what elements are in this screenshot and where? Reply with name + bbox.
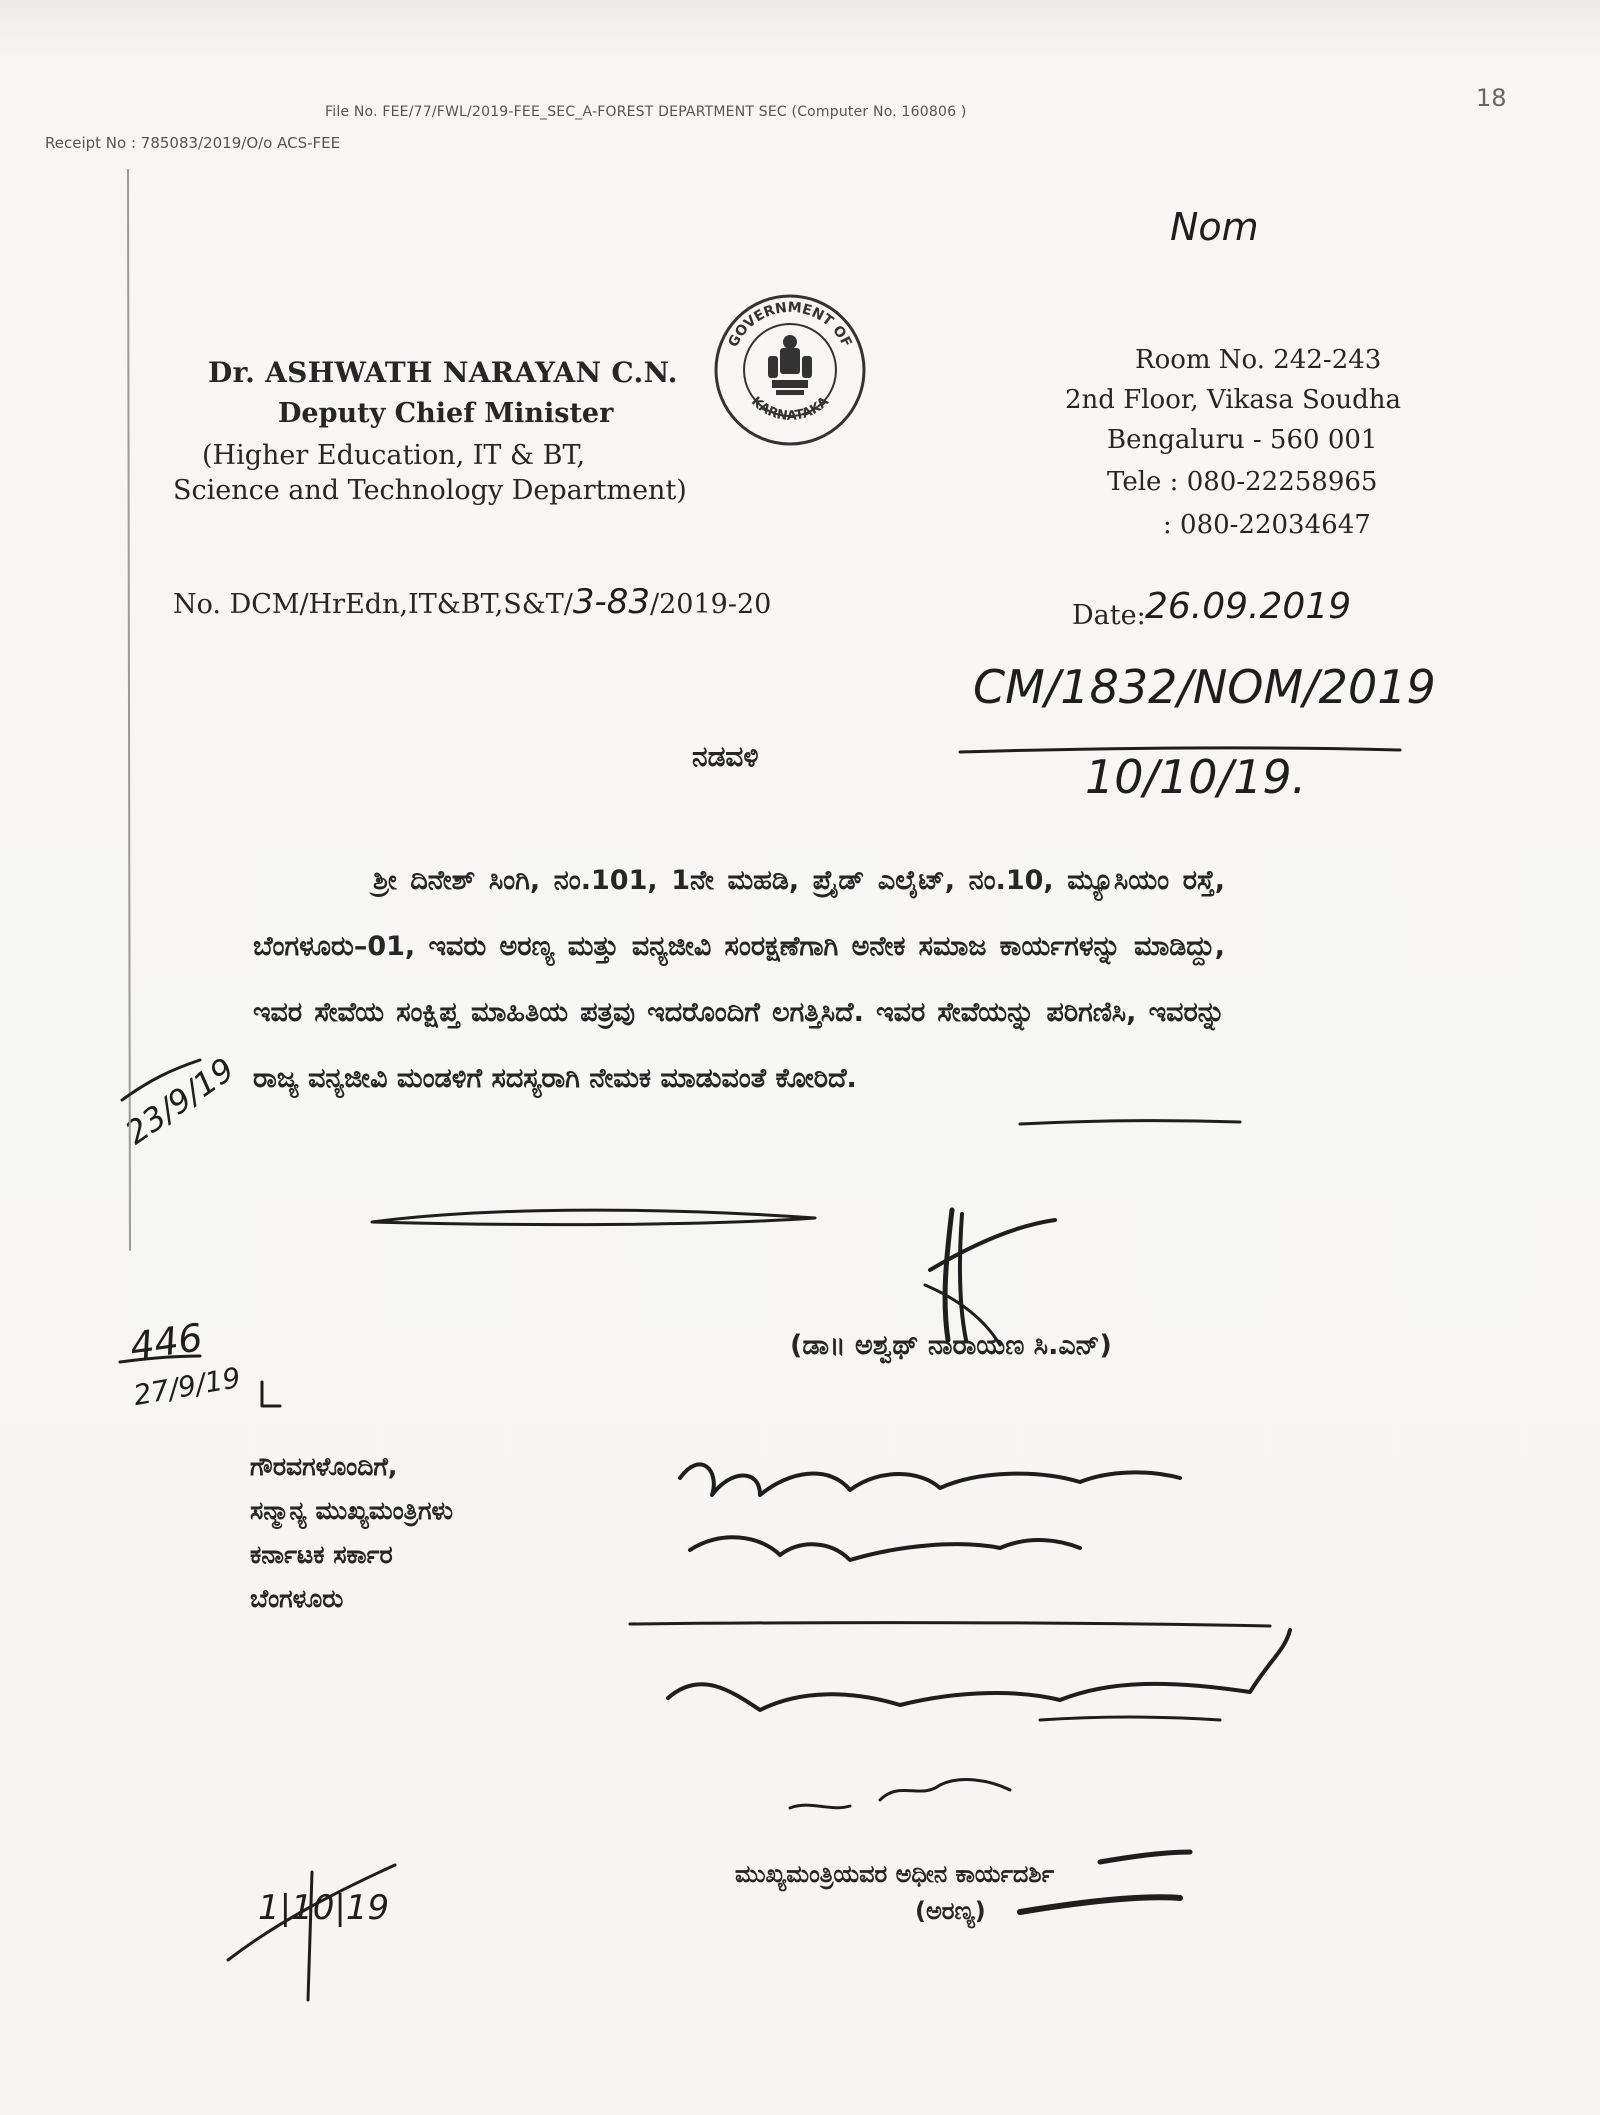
- sender-department-line2: Science and Technology Department): [173, 475, 687, 506]
- reference-number: [173, 582, 771, 622]
- svg-text:KARNATAKA: [748, 394, 832, 424]
- address-city: Bengaluru - 560 001: [1107, 425, 1378, 455]
- subject-heading: ನಡವಳಿ: [692, 740, 759, 773]
- addressee-line-2: ಸನ್ಮಾನ್ಯ ಮುಖ್ಯಮಂತ್ರಿಗಳು: [250, 1496, 454, 1525]
- reference-handwritten-number: 3-83: [572, 582, 651, 622]
- receipt-number: Receipt No : 785083/2019/O/o ACS-FEE: [45, 134, 341, 152]
- address-telephone-1: Tele : 080-22258965: [1107, 467, 1378, 497]
- office-stamp-line-1: ಮುಖ್ಯಮಂತ್ರಿಯವರ ಅಧೀನ ಕಾರ್ಯದರ್ಶಿ: [735, 1860, 1055, 1888]
- sender-name: Dr. ASHWATH NARAYAN C.N.: [208, 356, 678, 389]
- date-label: Date:: [1072, 600, 1146, 631]
- cm-reference-number: CM/1832/NOM/2019: [973, 660, 1436, 714]
- addressee-block: [250, 1445, 453, 1621]
- addressee-line-3: ಕರ್ನಾಟಕ ಸರ್ಕಾರ: [250, 1540, 393, 1569]
- file-number: File No. FEE/77/FWL/2019-FEE_SEC_A-FOREST DEPARTMENT SEC (Computer No. 160806 ): [325, 104, 967, 120]
- government-seal-icon: [710, 290, 870, 450]
- addressee-line-1: ಗೌರವಗಳೊಂದಿಗೆ,: [250, 1452, 398, 1481]
- margin-note-count: 446: [127, 1315, 206, 1369]
- reference-prefix: No. DCM/HrEdn,IT&BT,S&T/: [173, 589, 573, 620]
- letter-body: ಶ್ರೀ ದಿನೇಶ್ ಸಿಂಗಿ, ನಂ.101, 1ನೇ ಮಹಡಿ, ಪ್ರೈಡ್ ಎಲೈಟ್, ನಂ.10, ಮ್ಯೂಸಿಯಂ ರಸ್ತೆ, ಬೆಂಗಳೂರು–01, ಇವರು ಅರಣ್ಯ ಮತ್ತು ವನ್ಯಜೀವಿ ಸಂರಕ್ಷಣೆಗಾಗಿ ಅನೇಕ ಸಮಾಜ ಕಾರ್ಯಗಳನ್ನು ಮಾಡಿದ್ದು, ಇವರ ಸೇವೆಯ ಸಂಕ್ಷಿಪ್ತ ಮಾಹಿತಿಯ ಪತ್ರವು ಇದರೊಂದಿಗೆ ಲಗತ್ತಿಸಿದೆ. ಇವರ ಸೇವೆಯನ್ನು ಪರಿಗಣಿಸಿ, ಇವರನ್ನು ರಾಜ್ಯ ವನ್ಯಜೀವಿ ಮಂಡಳಿಗೆ ಸದಸ್ಯರಾಗಿ ನೇಮಕ ಮಾಡುವಂತೆ ಕೋರಿದೆ.: [253, 865, 1225, 1094]
- bottom-left-mark: L: [262, 1402, 263, 1403]
- margin-note-count-date: 27/9/19: [130, 1360, 243, 1413]
- office-stamp-line-2: (ಅರಣ್ಯ): [915, 1897, 986, 1925]
- seal-text-top: GOVERNMENT OF: [725, 299, 855, 350]
- cm-reference-date: 10/10/19.: [1085, 750, 1307, 804]
- addressee-line-4: ಬೆಂಗಳೂರು: [250, 1584, 344, 1613]
- sender-department-line1: (Higher Education, IT & BT,: [202, 440, 586, 471]
- address-floor: 2nd Floor, Vikasa Soudha: [1065, 385, 1402, 415]
- margin-note-nom: Nom: [1170, 205, 1259, 249]
- sender-title: Deputy Chief Minister: [278, 398, 614, 429]
- page-number: 18: [1476, 84, 1507, 112]
- margin-note-side-date: 23/9/19: [118, 1050, 242, 1152]
- handwritten-note-icon: [630, 1464, 1290, 1720]
- date-value: 26.09.2019: [1145, 586, 1352, 627]
- margin-note-bottom-date: 1|10|19: [258, 1888, 390, 1928]
- seal-text-bottom: KARNATAKA: [748, 394, 832, 424]
- signature-icon: [925, 1210, 1055, 1345]
- signatory-name: (ಡಾ॥ ಅಶ್ವಥ್ ನಾರಾಯಣ ಸಿ.ಎನ್): [790, 1330, 1112, 1361]
- address-room: Room No. 242-243: [1135, 345, 1382, 375]
- address-telephone-2: : 080-22034647: [1163, 510, 1371, 540]
- reference-suffix: /2019-20: [650, 589, 772, 620]
